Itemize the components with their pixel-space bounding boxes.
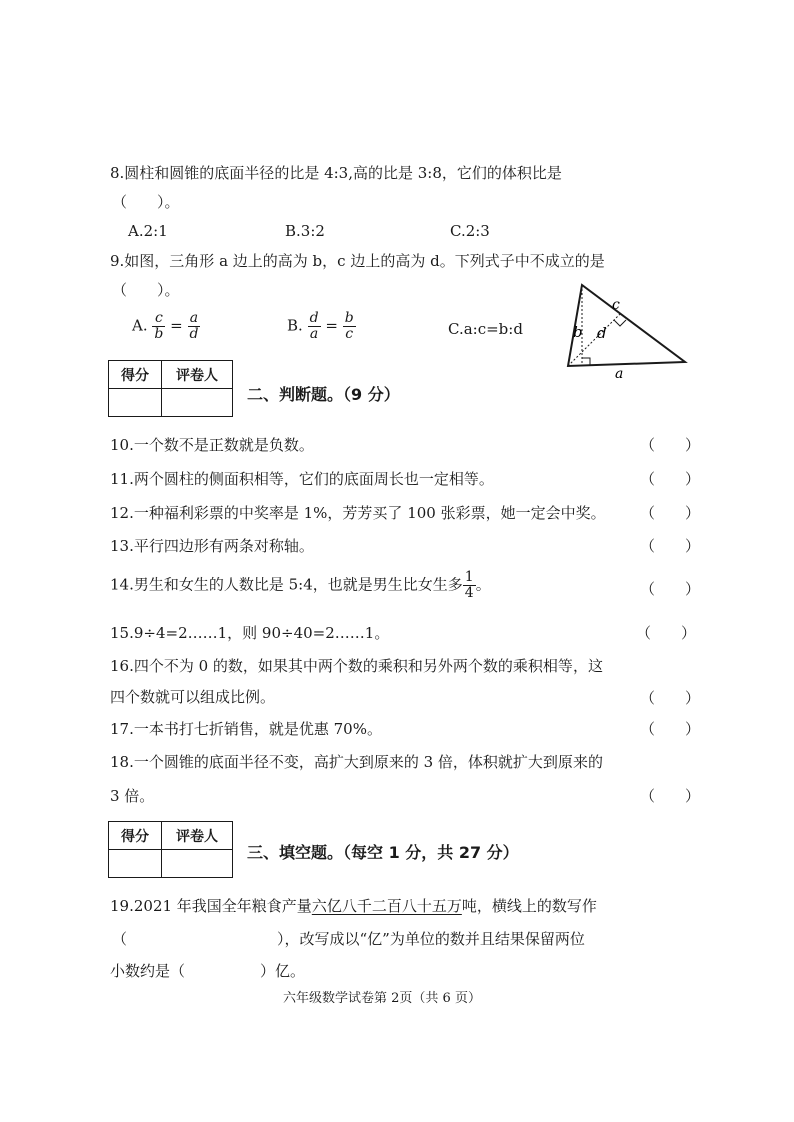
q10-paren: （ ） <box>640 436 701 454</box>
q12-text: 12.一种福利彩票的中奖率是 1%，芳芳买了 100 张彩票，她一定会中奖。 <box>110 504 606 522</box>
fig-label-d: d <box>597 324 607 342</box>
triangle-figure <box>560 280 695 380</box>
q9-option-a-frac-left: $\frac{c}{b}$ <box>154 310 164 342</box>
q14-text: 14.男生和女生的人数比是 5:4，也就是男生比女生多 <box>110 575 463 594</box>
q13-paren: （ ） <box>640 537 701 555</box>
q9-option-b-frac-left: $\frac{d}{a}$ <box>309 310 319 342</box>
q19-suffix: 吨，横线上的数写作 <box>461 897 597 915</box>
q19-line2: （ ），改写成以“亿”为单位的数并且结果保留两位 <box>112 930 585 948</box>
q9-option-b-label: B. <box>287 316 303 335</box>
q14-paren: （ ） <box>640 580 701 598</box>
q8-stem: 8.圆柱和圆锥的底面半径的比是 4:3,高的比是 3:8，它们的体积比是 <box>110 164 562 182</box>
q16-text-line2: 四个数就可以组成比例。 <box>110 688 276 706</box>
q14-tail: 。 <box>475 575 491 594</box>
q18-paren: （ ） <box>640 787 701 805</box>
fig-label-c: c <box>612 297 620 313</box>
q15-text: 15.9÷4=2……1，则 90÷40=2……1。 <box>110 624 390 642</box>
q9-answer-paren: （ ）。 <box>112 281 180 299</box>
grader-header: 评卷人 <box>162 822 233 850</box>
q19-prefix: 19.2021 年我国全年粮食产量 <box>110 897 312 915</box>
q10-text: 10.一个数不是正数就是负数。 <box>110 436 314 454</box>
q9-option-b: B. $\frac{d}{a}$ = $\frac{b}{c}$ <box>287 310 354 342</box>
score-header: 得分 <box>109 822 162 850</box>
q11-paren: （ ） <box>640 470 701 488</box>
q15-paren: （ ） <box>636 624 697 642</box>
q19-line3: 小数约是（ ）亿。 <box>110 962 306 980</box>
q9-option-c: C.a:c=b:d <box>448 320 523 338</box>
fig-label-a: a <box>615 366 624 380</box>
q13-text: 13.平行四边形有两条对称轴。 <box>110 537 314 555</box>
section2-title: 二、判断题。（9 分） <box>247 385 400 404</box>
q8-option-a: A.2:1 <box>128 222 168 240</box>
fig-label-b: b <box>573 323 583 341</box>
q12-paren: （ ） <box>640 504 701 522</box>
q14-fraction: $\frac{1}{4}$ <box>464 569 474 601</box>
q9-option-b-frac-right: $\frac{b}{c}$ <box>344 310 354 342</box>
q9-stem: 9.如图，三角形 a 边上的高为 b，c 边上的高为 d。下列式子中不成立的是 <box>110 252 605 270</box>
q18-text-line2: 3 倍。 <box>110 787 155 805</box>
q11-text: 11.两个圆柱的侧面积相等，它们的底面周长也一定相等。 <box>110 470 494 488</box>
q17-paren: （ ） <box>640 720 701 738</box>
q8-option-c: C.2:3 <box>450 222 490 240</box>
q9-option-a-label: A. <box>132 316 148 335</box>
q19-line1 <box>110 897 597 915</box>
q16-text: 16.四个不为 0 的数，如果其中两个数的乘积和另外两个数的乘积相等，这 <box>110 657 603 675</box>
q8-option-b: B.3:2 <box>285 222 325 240</box>
q18-text: 18.一个圆锥的底面半径不变，高扩大到原来的 3 倍，体积就扩大到原来的 <box>110 753 603 771</box>
q9-option-a: A. $\frac{c}{b}$ = $\frac{a}{d}$ <box>132 310 199 342</box>
q16-paren: （ ） <box>640 689 701 707</box>
section3-title: 三、填空题。（每空 1 分，共 27 分） <box>247 843 519 862</box>
page-footer: 六年级数学试卷第 2页（共 6 页） <box>283 991 481 1006</box>
score-cell[interactable] <box>109 850 162 878</box>
score-header: 得分 <box>109 361 162 389</box>
grader-cell[interactable] <box>162 850 233 878</box>
q17-text: 17.一本书打七折销售，就是优惠 70%。 <box>110 720 382 738</box>
q8-answer-paren: （ ）。 <box>112 193 180 211</box>
q14-line <box>110 570 491 601</box>
score-table-section2 <box>108 360 233 417</box>
grader-header: 评卷人 <box>162 361 233 389</box>
score-cell[interactable] <box>109 389 162 417</box>
grader-cell[interactable] <box>162 389 233 417</box>
q19-underlined-number: 六亿八千二百八十五万 <box>311 897 462 915</box>
score-table-section3 <box>108 821 233 878</box>
q9-option-a-frac-right: $\frac{a}{d}$ <box>189 310 199 342</box>
